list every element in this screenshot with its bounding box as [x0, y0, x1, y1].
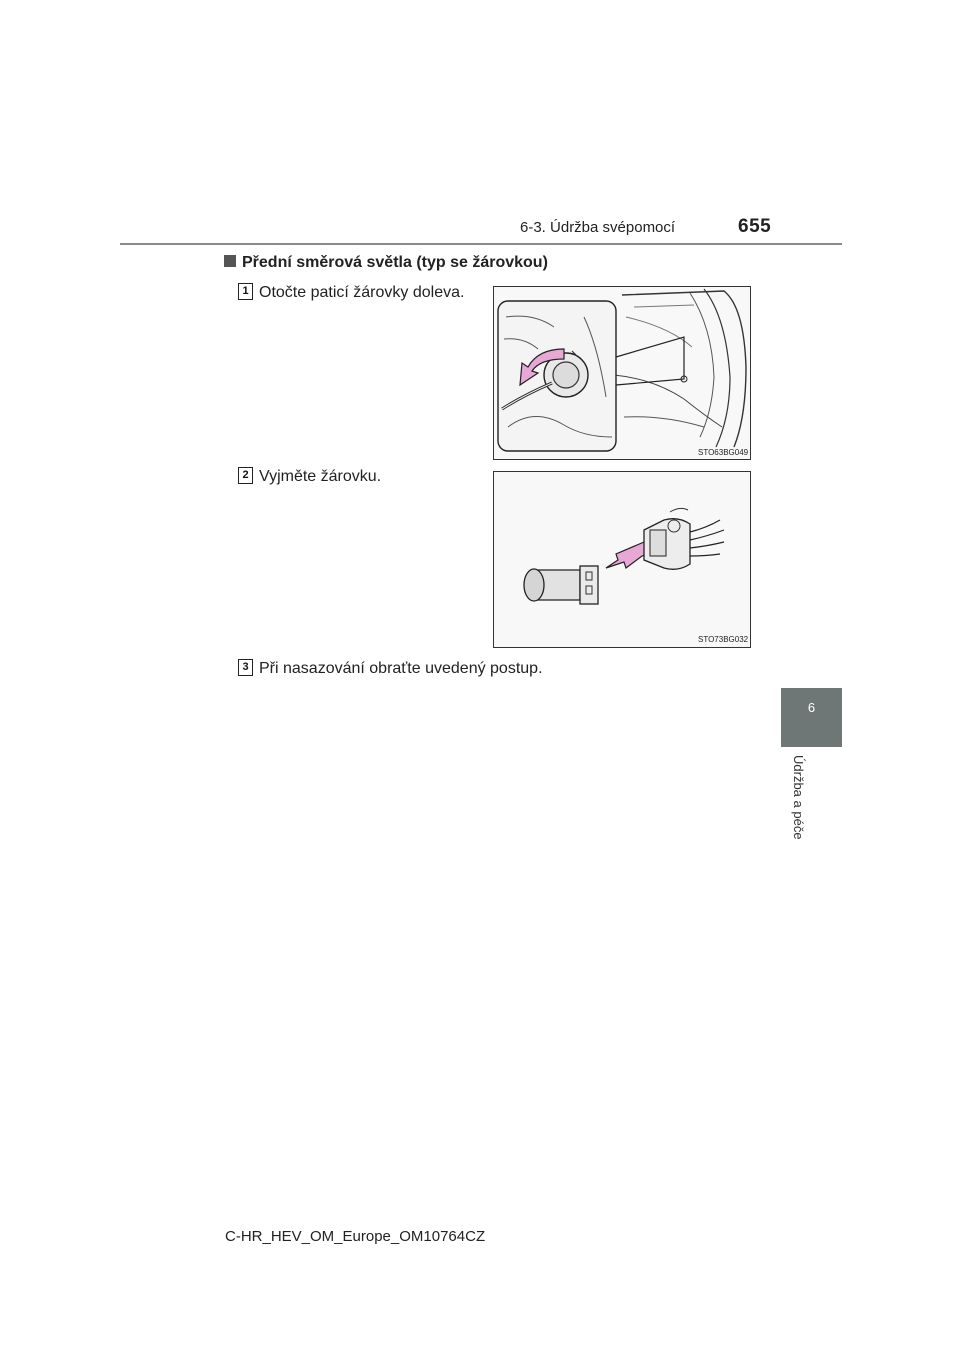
step-text: Při nasazování obraťte uvedený postup.: [259, 660, 543, 677]
square-bullet-icon: [224, 255, 236, 267]
section-heading-text: Přední směrová světla (typ se žárovkou): [242, 254, 548, 271]
section-heading: [224, 254, 548, 272]
rotate-socket-illustration: [494, 287, 750, 459]
figure-remove-bulb: [493, 471, 751, 648]
step-number-badge: 1: [238, 283, 253, 300]
step-text: Vyjměte žárovku.: [259, 468, 382, 485]
chapter-tab: [781, 688, 842, 747]
chapter-tab-label-text: Údržba a péče: [791, 755, 806, 840]
step-text: Otočte paticí žárovky doleva.: [259, 284, 465, 301]
step-number-badge: 2: [238, 467, 253, 484]
page-number: 655: [738, 216, 772, 237]
remove-bulb-illustration: [494, 472, 750, 647]
figure-code-label: STO73BG032: [698, 635, 749, 644]
chapter-tab-label: [791, 755, 819, 875]
chapter-tab-number: 6: [807, 700, 816, 715]
header-divider: [120, 243, 842, 245]
document-code-footer: C-HR_HEV_OM_Europe_OM10764CZ: [225, 1228, 486, 1245]
header-section-title: 6-3. Údržba svépomocí: [520, 219, 676, 236]
step-number-badge: 3: [238, 659, 253, 676]
figure-rotate-bulb-socket: [493, 286, 751, 460]
figure-code-label: STO63BG049: [698, 448, 749, 457]
